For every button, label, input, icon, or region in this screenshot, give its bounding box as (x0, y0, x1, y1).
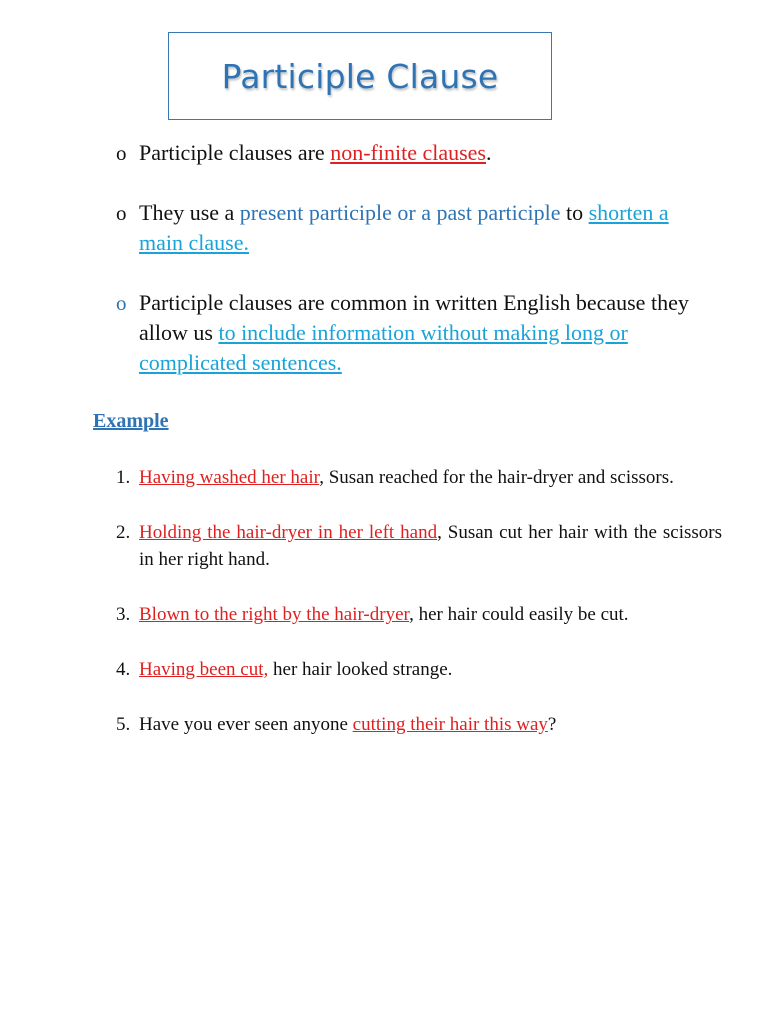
example-number: 3. (116, 604, 131, 625)
highlight-link: shorten a main clause. (139, 200, 669, 255)
example-item (116, 601, 722, 628)
example-list (116, 464, 722, 766)
example-number: 2. (116, 522, 131, 543)
bullet-item (116, 198, 716, 258)
highlight-term: non-finite clauses (330, 140, 486, 165)
highlight-link: to include information without making long or complicated sentences. (139, 320, 628, 375)
participle-clause: cutting their hair this way (352, 714, 548, 735)
example-text: Have you ever seen anyone cutting their hair this way? (139, 714, 557, 735)
example-text: Holding the hair-dryer in her left hand, Susan cut her hair with the scissors in her right hand. (139, 522, 723, 570)
example-text: Blown to the right by the hair-dryer, her hair could easily be cut. (139, 604, 629, 625)
bullet-text: Participle clauses are non-finite clauses. (139, 140, 492, 165)
example-item (116, 711, 722, 738)
example-number: 1. (116, 467, 131, 488)
participle-clause: Having washed her hair (139, 467, 320, 488)
page-title: Participle Clause (221, 56, 499, 96)
highlight-term: present participle or a past participle (239, 200, 561, 225)
example-text: Having been cut, her hair looked strange. (139, 659, 453, 680)
bullet-text: Participle clauses are common in written English because they allow us to include information without making long or complicated sentences. (139, 290, 689, 375)
bullet-marker: o (116, 201, 127, 225)
participle-clause: Blown to the right by the hair-dryer (139, 604, 410, 625)
bullet-item (116, 288, 716, 378)
bullet-text: They use a present participle or a past participle to shorten a main clause. (139, 200, 669, 255)
example-item (116, 464, 722, 491)
example-number: 4. (116, 659, 131, 680)
example-heading: Example (93, 410, 169, 432)
example-number: 5. (116, 714, 131, 735)
example-text: Having washed her hair, Susan reached for the hair-dryer and scissors. (139, 467, 674, 488)
example-item (116, 656, 722, 683)
bullet-list (116, 138, 716, 408)
bullet-item (116, 138, 716, 168)
example-item (116, 519, 722, 573)
title-box (168, 32, 552, 120)
participle-clause: Holding the hair-dryer in her left hand (139, 522, 438, 543)
bullet-marker: o (116, 291, 127, 315)
bullet-marker: o (116, 141, 127, 165)
participle-clause: Having been cut, (139, 659, 269, 680)
